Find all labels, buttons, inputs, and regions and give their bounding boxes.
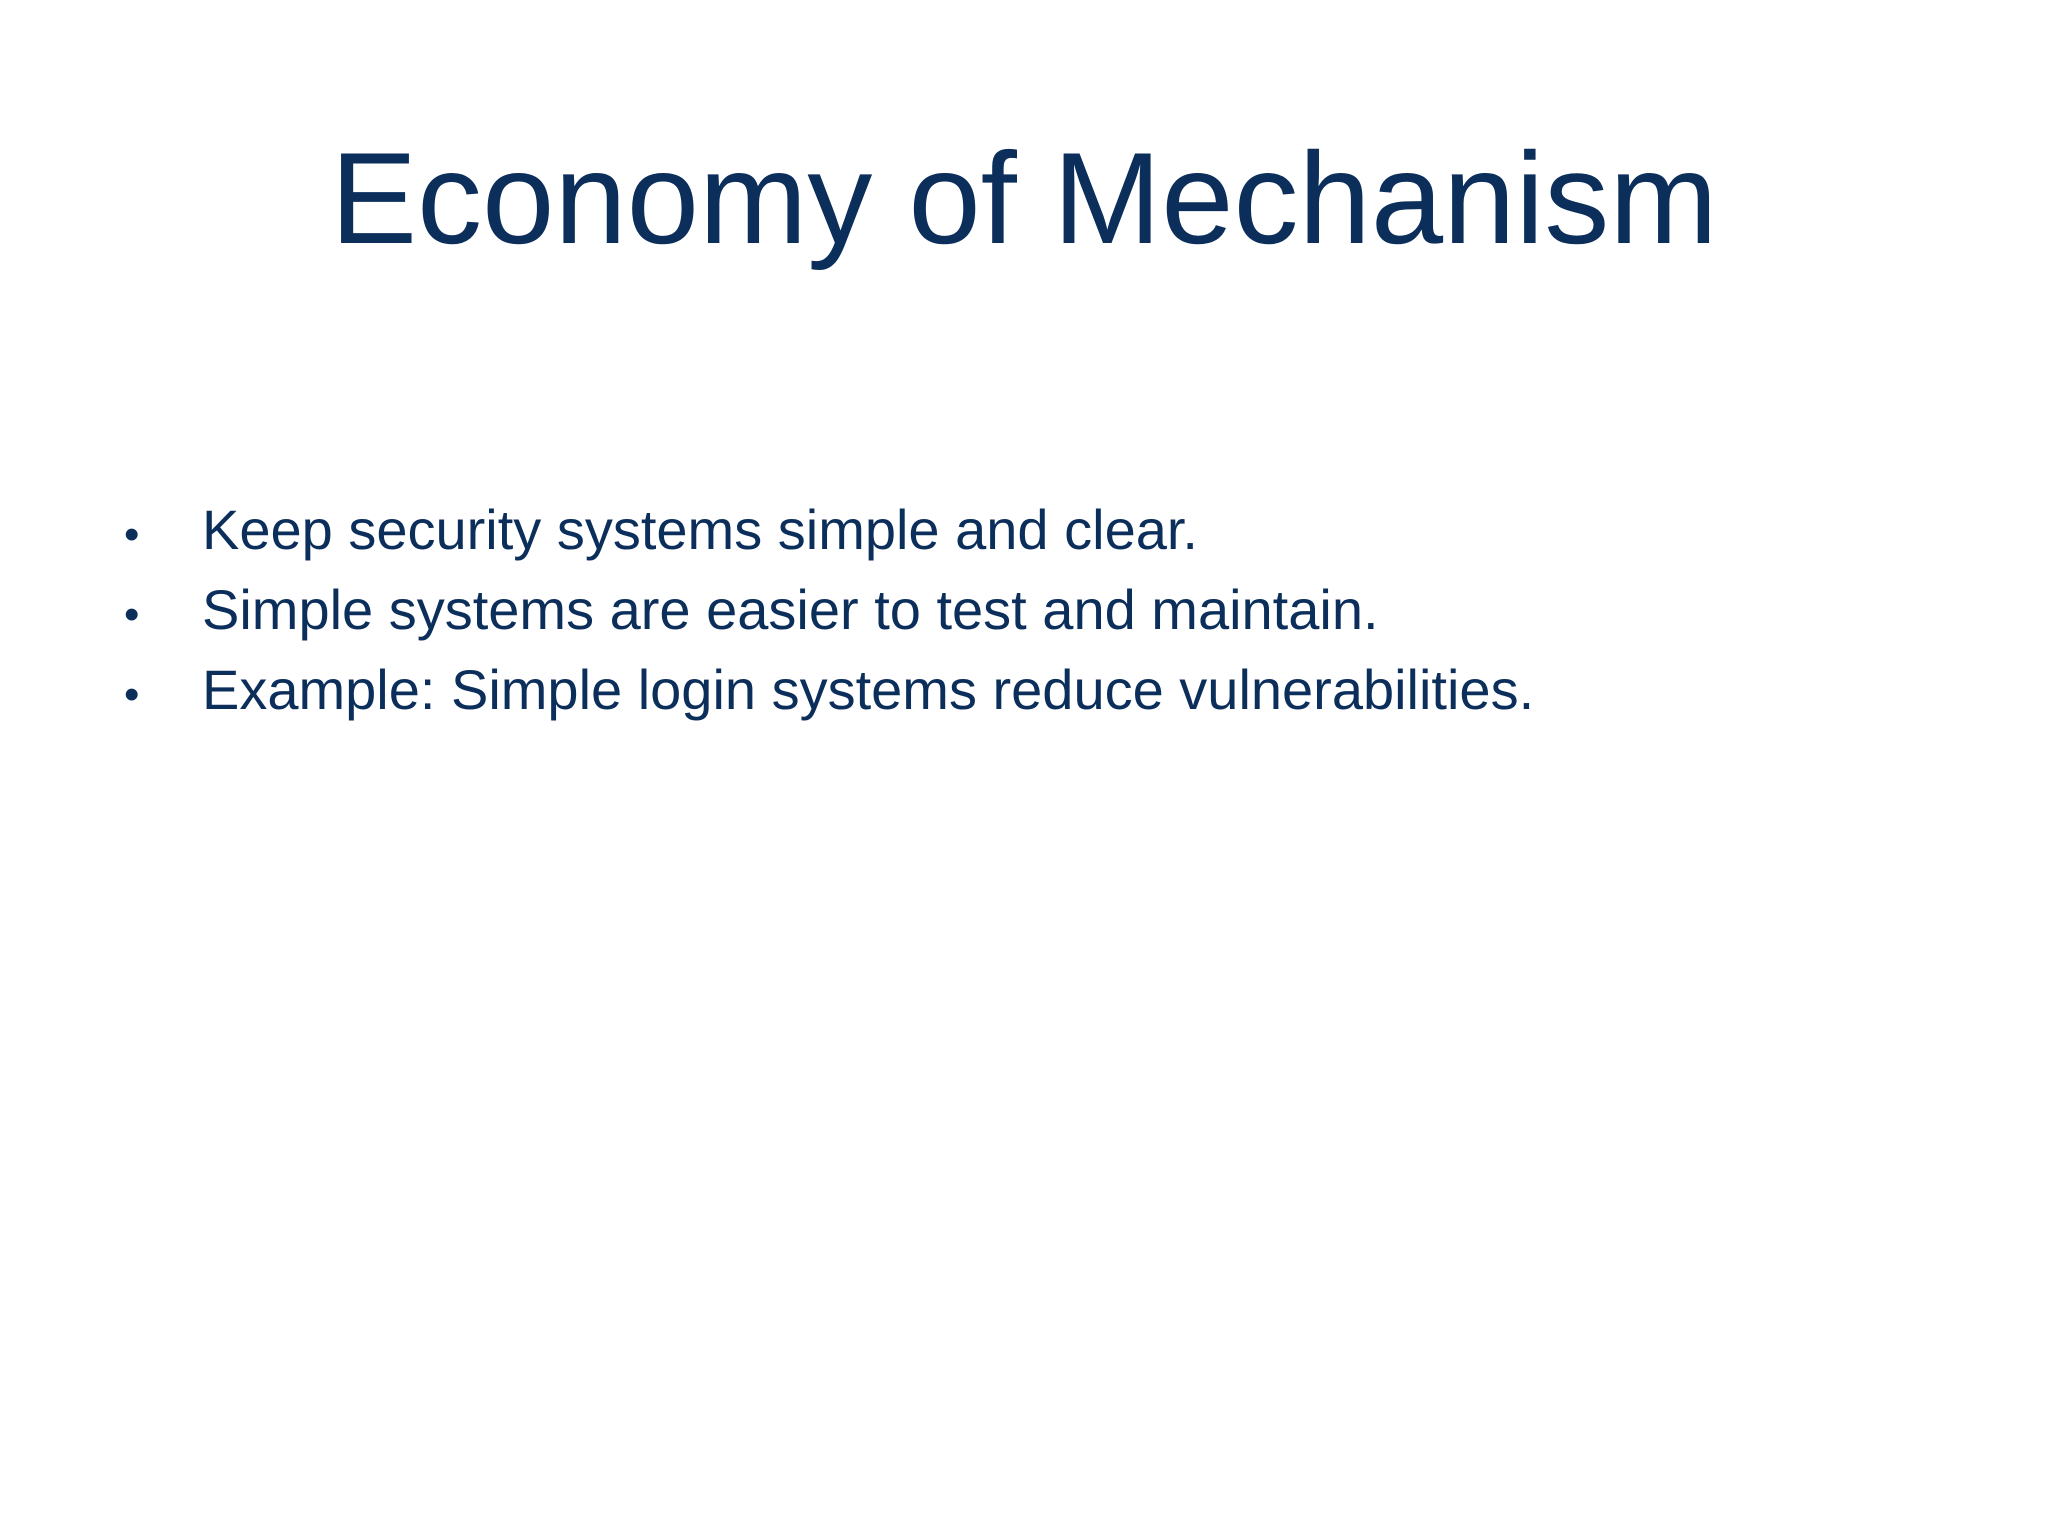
list-item bbox=[118, 490, 1998, 570]
bullet-text: Simple systems are easier to test and maintain. bbox=[202, 578, 1379, 641]
bullet-text: Keep security systems simple and clear. bbox=[202, 498, 1198, 561]
bullet-icon: • bbox=[124, 590, 140, 639]
bullet-icon: • bbox=[124, 510, 140, 559]
bullet-text: Example: Simple login systems reduce vulnerabilities. bbox=[202, 658, 1535, 721]
slide-title: Economy of Mechanism bbox=[330, 125, 1718, 271]
bullet-list bbox=[118, 490, 1998, 730]
list-item bbox=[118, 570, 1998, 650]
list-item bbox=[118, 650, 1998, 730]
bullet-icon: • bbox=[124, 670, 140, 719]
